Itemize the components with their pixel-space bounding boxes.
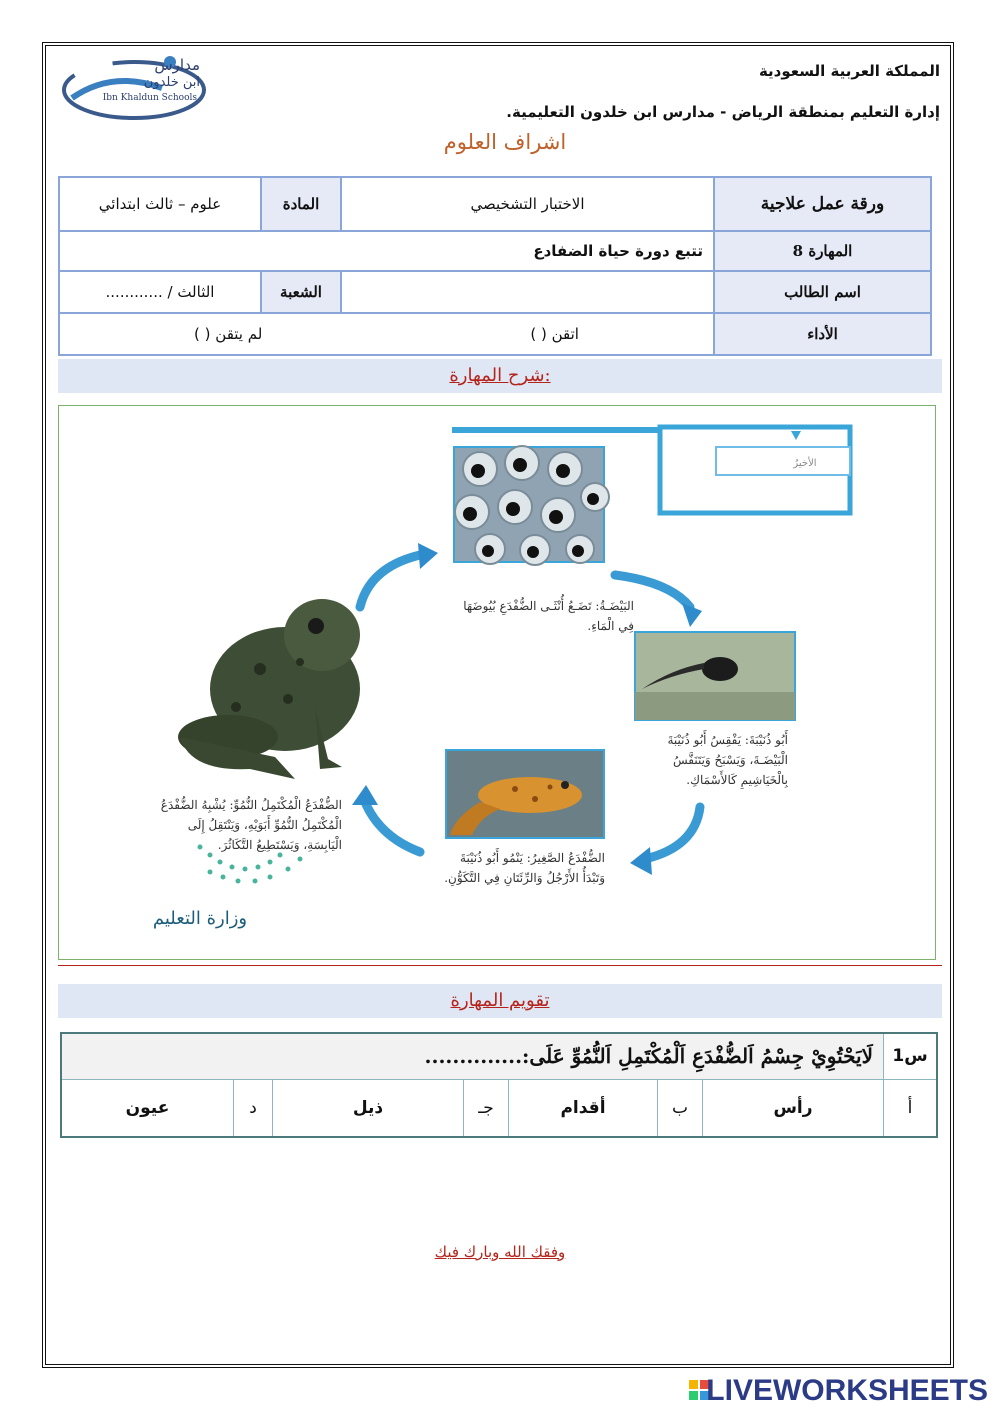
option-letter-d: د [234, 1079, 273, 1137]
closing-text: وفقك الله وبارك فيك [434, 1243, 566, 1261]
last-box-text: الأخيرُ [793, 458, 817, 469]
question-number: س1 [884, 1033, 938, 1079]
performance-label: الأداء [714, 313, 931, 355]
option-b[interactable]: أقدام [509, 1079, 658, 1137]
logo-text-en: Ibn Khaldun Schools [102, 93, 197, 103]
eggs-photo [454, 446, 609, 565]
education-department: إدارة التعليم بمنطقة الرياض - مدارس ابن خلدون التعليمية. [506, 103, 940, 121]
option-d[interactable]: عيون [61, 1079, 234, 1137]
adult-frog-image [178, 599, 360, 779]
mastered-option[interactable]: اتقن ( ) [530, 325, 579, 343]
subject-label: المادة [261, 177, 341, 231]
kingdom-title: المملكة العربية السعودية [758, 62, 940, 80]
eval-title: تقويم المهارة [450, 990, 550, 1011]
divider-line [58, 965, 942, 966]
adult-frog-caption: الضُّفْدَعُ الْمُكْتَمِلُ النُّمُوِّ: يُشْبِهُ الضُّفْدَعُ الْمُكْتَمِلُ النُّمُوِّ أَبَوَيْهِ، وَيَنْتَقِلُ إِلَى الْيَابِسَةِ، وَيَسْتَطِيعُ التَّكَاثُرَ. [160, 798, 342, 852]
supervision-title: اشراف العلوم [443, 130, 567, 154]
tadpole-caption: أَبُو ذُنَيْبَةَ: يَفْقِسُ أَبُو ذُنَيْبَةَ الْبَيْضَـةَ، وَيَسْبَحُ وَيَتَنَفَّسُ بِالْخَيَاشِيمِ كَالأَسْمَاكِ. [667, 733, 788, 787]
performance-cell [59, 313, 714, 355]
last-box [716, 447, 850, 475]
option-a[interactable]: رأس [703, 1079, 884, 1137]
logo-text-ar-1: مدارس [154, 56, 200, 74]
question-text: لَايَحْتُوِيْ جِسْمُ اَلضُّفْدَعِ اَلْمُكْتَمِلِ اَلنُّمُوِّ عَلَى:.............. [61, 1033, 884, 1079]
student-label: اسم الطالب [714, 271, 931, 313]
sheet-label: ورقة عمل علاجية [714, 177, 931, 231]
not-mastered-option[interactable]: لم يتقن ( ) [194, 325, 263, 343]
explain-bar [58, 359, 942, 393]
option-letter-c: جـ [464, 1079, 509, 1137]
option-letter-b: ب [658, 1079, 703, 1137]
young-frog-photo [446, 750, 604, 838]
egg-caption: البَيْضَـةُ: تَضَـعُ أُنْثَـى الضُّفْدَعِ بُيُوضَهَا فِي الْمَاءِ. [463, 599, 634, 633]
option-c[interactable]: ذيل [273, 1079, 464, 1137]
info-table [58, 176, 932, 356]
section-label: الشعبة [261, 271, 341, 313]
skill-value: تتبع دورة حياة الضفادع [59, 231, 714, 271]
test-name: الاختبار التشخيصي [341, 177, 714, 231]
question-table [60, 1032, 938, 1138]
option-letter-a: أ [884, 1079, 938, 1137]
logo-text-ar-2: ابن خلدون [143, 75, 200, 90]
student-name-field[interactable] [341, 271, 714, 313]
young-frog-caption: الضُّفْدَعُ الصَّغِيرُ: يَنْمُو أَبُو ذُنَيْبَةَ وَتَبْدَأُ الأَرْجُلُ وَالرِّئَتَانِ فِي التَّكَوُّنِ. [444, 851, 605, 885]
subject-value: علوم – ثالث ابتدائي [59, 177, 261, 231]
watermark-text: وزارة التعليم [152, 908, 248, 929]
explain-title: شرح المهارة: [449, 365, 551, 386]
skill-label: المهارة 8 [714, 231, 931, 271]
school-logo [52, 50, 207, 122]
section-value: الثالث / ............ [59, 271, 261, 313]
eval-bar [58, 984, 942, 1018]
liveworksheets-brand[interactable]: LIVEWORKSHEETS [706, 1374, 988, 1407]
tadpole-photo [635, 632, 795, 720]
